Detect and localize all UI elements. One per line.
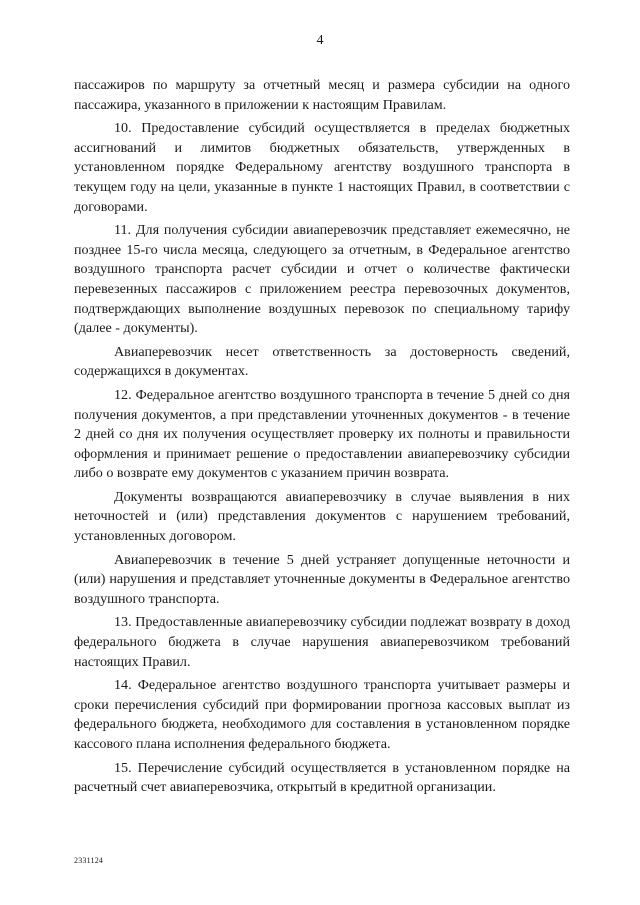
paragraph-item-15: 15. Перечисление субсидий осуществляется в установленном порядке на расчетный счет авиаперевозчика, открытый в кредитной организации. [74, 759, 570, 796]
paragraph-item-11: 11. Для получения субсидии авиаперевозчик представляет ежемесячно, не позднее 15-го числа месяца, следующего за отчетным, в Федеральное агентство воздушного транспорта расчет субсидии и отчет о количестве фактически перевезенных пассажиров с приложением реестра перевозочных документов, подтверждающих выполнение воздушных перевозок по специальному тарифу (далее - документы). [74, 222, 570, 337]
page-number: 4 [316, 33, 324, 48]
paragraph-responsibility: Авиаперевозчик несет ответственность за достоверность сведений, содержащихся в документах. [74, 343, 570, 380]
paragraph-item-13: 13. Предоставленные авиаперевозчику субсидии подлежат возврату в доход федерального бюджета в случае нарушения авиаперевозчиком требований настоящих Правил. [74, 614, 570, 670]
document-body [74, 76, 570, 802]
paragraph-item-12: 12. Федеральное агентство воздушного транспорта в течение 5 дней со дня получения документов, а при представлении уточненных документов - в течение 2 дней со дня их получения осуществляет проверку их полноты и правильности оформления и принимает решение о предоставлении авиаперевозчику субсидии либо о возврате ему документов с указанием причин возврата. [74, 386, 570, 482]
paragraph-item-14: 14. Федеральное агентство воздушного транспорта учитывает размеры и сроки перечисления субсидий при формировании прогноза кассовых выплат из федерального бюджета, необходимого для составления в установленном порядке кассового плана исполнения федерального бюджета. [74, 677, 570, 752]
paragraph-corrections: Авиаперевозчик в течение 5 дней устраняет допущенные неточности и (или) нарушения и представляет уточненные документы в Федеральное агентство воздушного транспорта. [74, 551, 570, 607]
document-code: 2331124 [74, 856, 104, 865]
paragraph-continuation: пассажиров по маршруту за отчетный месяц и размера субсидии на одного пассажира, указанного в приложении к настоящим Правилам. [74, 77, 570, 113]
paragraph-documents-returned: Документы возвращаются авиаперевозчику в случае выявления в них неточностей и (или) представления документов с нарушением требований, установленных договором. [74, 488, 570, 545]
paragraph-item-10: 10. Предоставление субсидий осуществляется в пределах бюджетных ассигнований и лимитов бюджетных обязательств, утвержденных в установленном порядке Федеральному агентству воздушного транспорта в текущем году на цели, указанные в пункте 1 настоящих Правил, в соответствии с договорами. [74, 120, 570, 215]
